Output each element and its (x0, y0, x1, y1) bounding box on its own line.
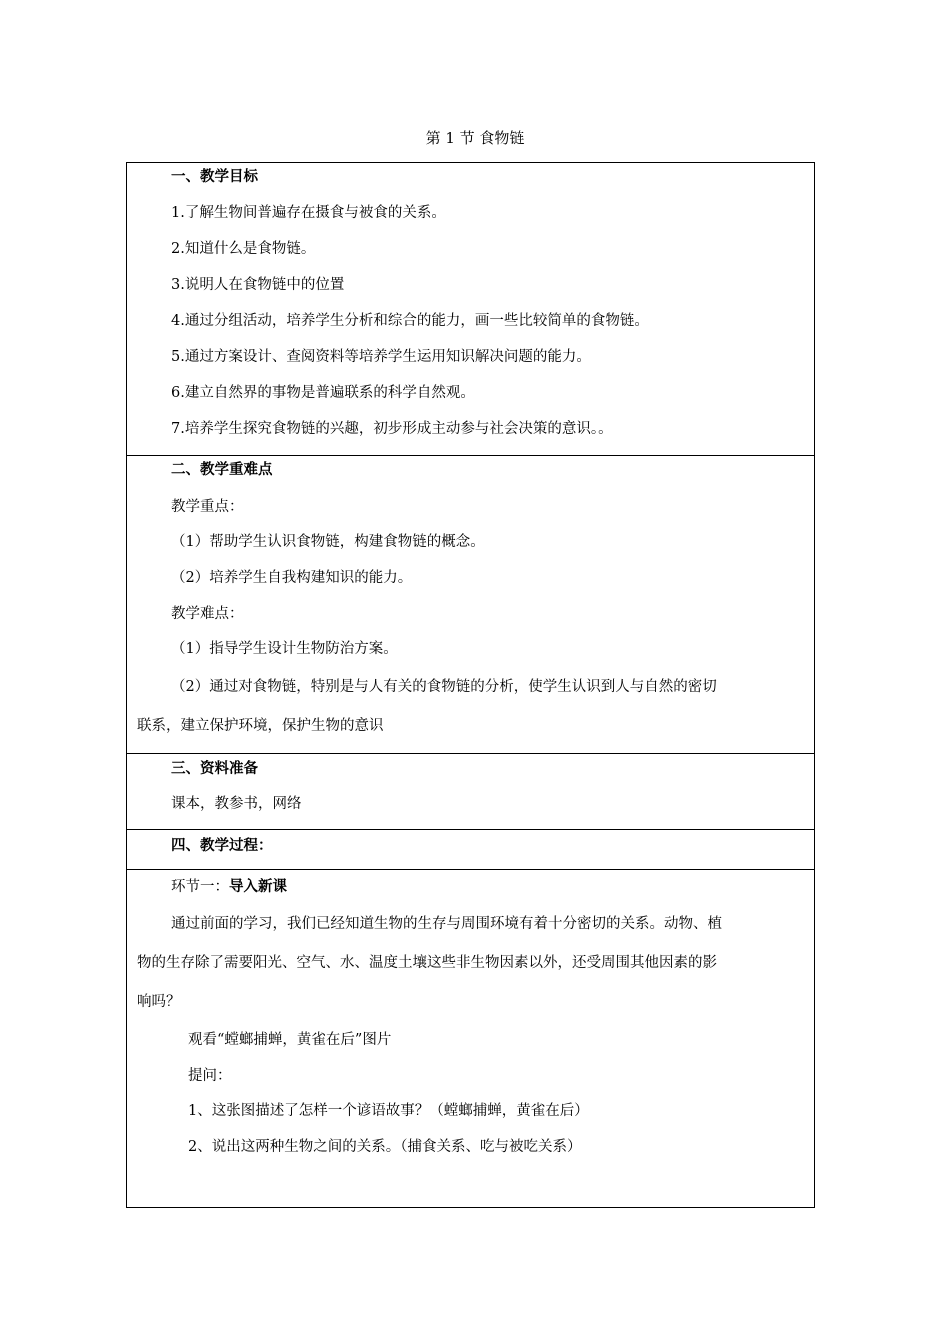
section-objectives (127, 163, 814, 456)
section-heading: 四、教学过程： (171, 838, 273, 854)
ask-label: 提问： (188, 1068, 232, 1084)
list-item: 5.通过方案设计、查阅资料等培养学生运用知识解决问题的能力。 (171, 349, 591, 365)
section-process-content (127, 870, 814, 1207)
paragraph-line: 通过前面的学习，我们已经知道生物的生存与周围环境有着十分密切的关系。动物、植 (171, 916, 722, 932)
step-heading (171, 877, 287, 897)
list-item: 4.通过分组活动，培养学生分析和综合的能力，画一些比较简单的食物链。 (171, 313, 649, 329)
paragraph-line: 响吗？ (137, 994, 181, 1010)
observe-text: 观看“螳螂捕蝉，黄雀在后”图片 (188, 1032, 392, 1048)
list-item: 3.说明人在食物链中的位置 (171, 277, 345, 293)
section-key-points (127, 456, 814, 754)
lesson-plan-table (126, 162, 815, 1208)
list-item-continuation: 联系，建立保护环境，保护生物的意识 (137, 718, 384, 734)
list-item: （2）通过对食物链，特别是与人有关的食物链的分析，使学生认识到人与自然的密切 (171, 679, 717, 695)
step-label: 环节一： (171, 879, 229, 895)
list-item: 2.知道什么是食物链。 (171, 241, 316, 257)
question-item: 2、说出这两种生物之间的关系。（捕食关系、吃与被吃关系） (188, 1139, 582, 1155)
step-title: 导入新课 (229, 879, 287, 895)
list-item: （1）帮助学生认识食物链，构建食物链的概念。 (171, 534, 485, 550)
page-title: 第 1 节 食物链 (425, 129, 525, 147)
list-item: 1.了解生物间普遍存在摄食与被食的关系。 (171, 205, 446, 221)
section-heading: 三、资料准备 (171, 761, 258, 777)
section-heading: 二、教学重难点 (171, 462, 273, 478)
list-item: （2）培养学生自我构建知识的能力。 (171, 570, 413, 586)
section-heading: 一、教学目标 (171, 169, 258, 185)
section-materials (127, 754, 814, 830)
key-points-label: 教学重点： (171, 499, 244, 515)
list-item: （1）指导学生设计生物防治方案。 (171, 641, 398, 657)
difficult-points-label: 教学难点： (171, 606, 244, 622)
paragraph-line: 物的生存除了需要阳光、空气、水、温度土壤这些非生物因素以外，还受周围其他因素的影 (137, 955, 717, 971)
question-item: 1、这张图描述了怎样一个谚语故事？（螳螂捕蝉，黄雀在后） (188, 1103, 589, 1119)
list-item: 6.建立自然界的事物是普遍联系的科学自然观。 (171, 385, 475, 401)
section-process (127, 830, 814, 870)
materials-text: 课本，教参书，网络 (171, 796, 302, 812)
list-item: 7.培养学生探究食物链的兴趣，初步形成主动参与社会决策的意识。。 (171, 421, 613, 437)
